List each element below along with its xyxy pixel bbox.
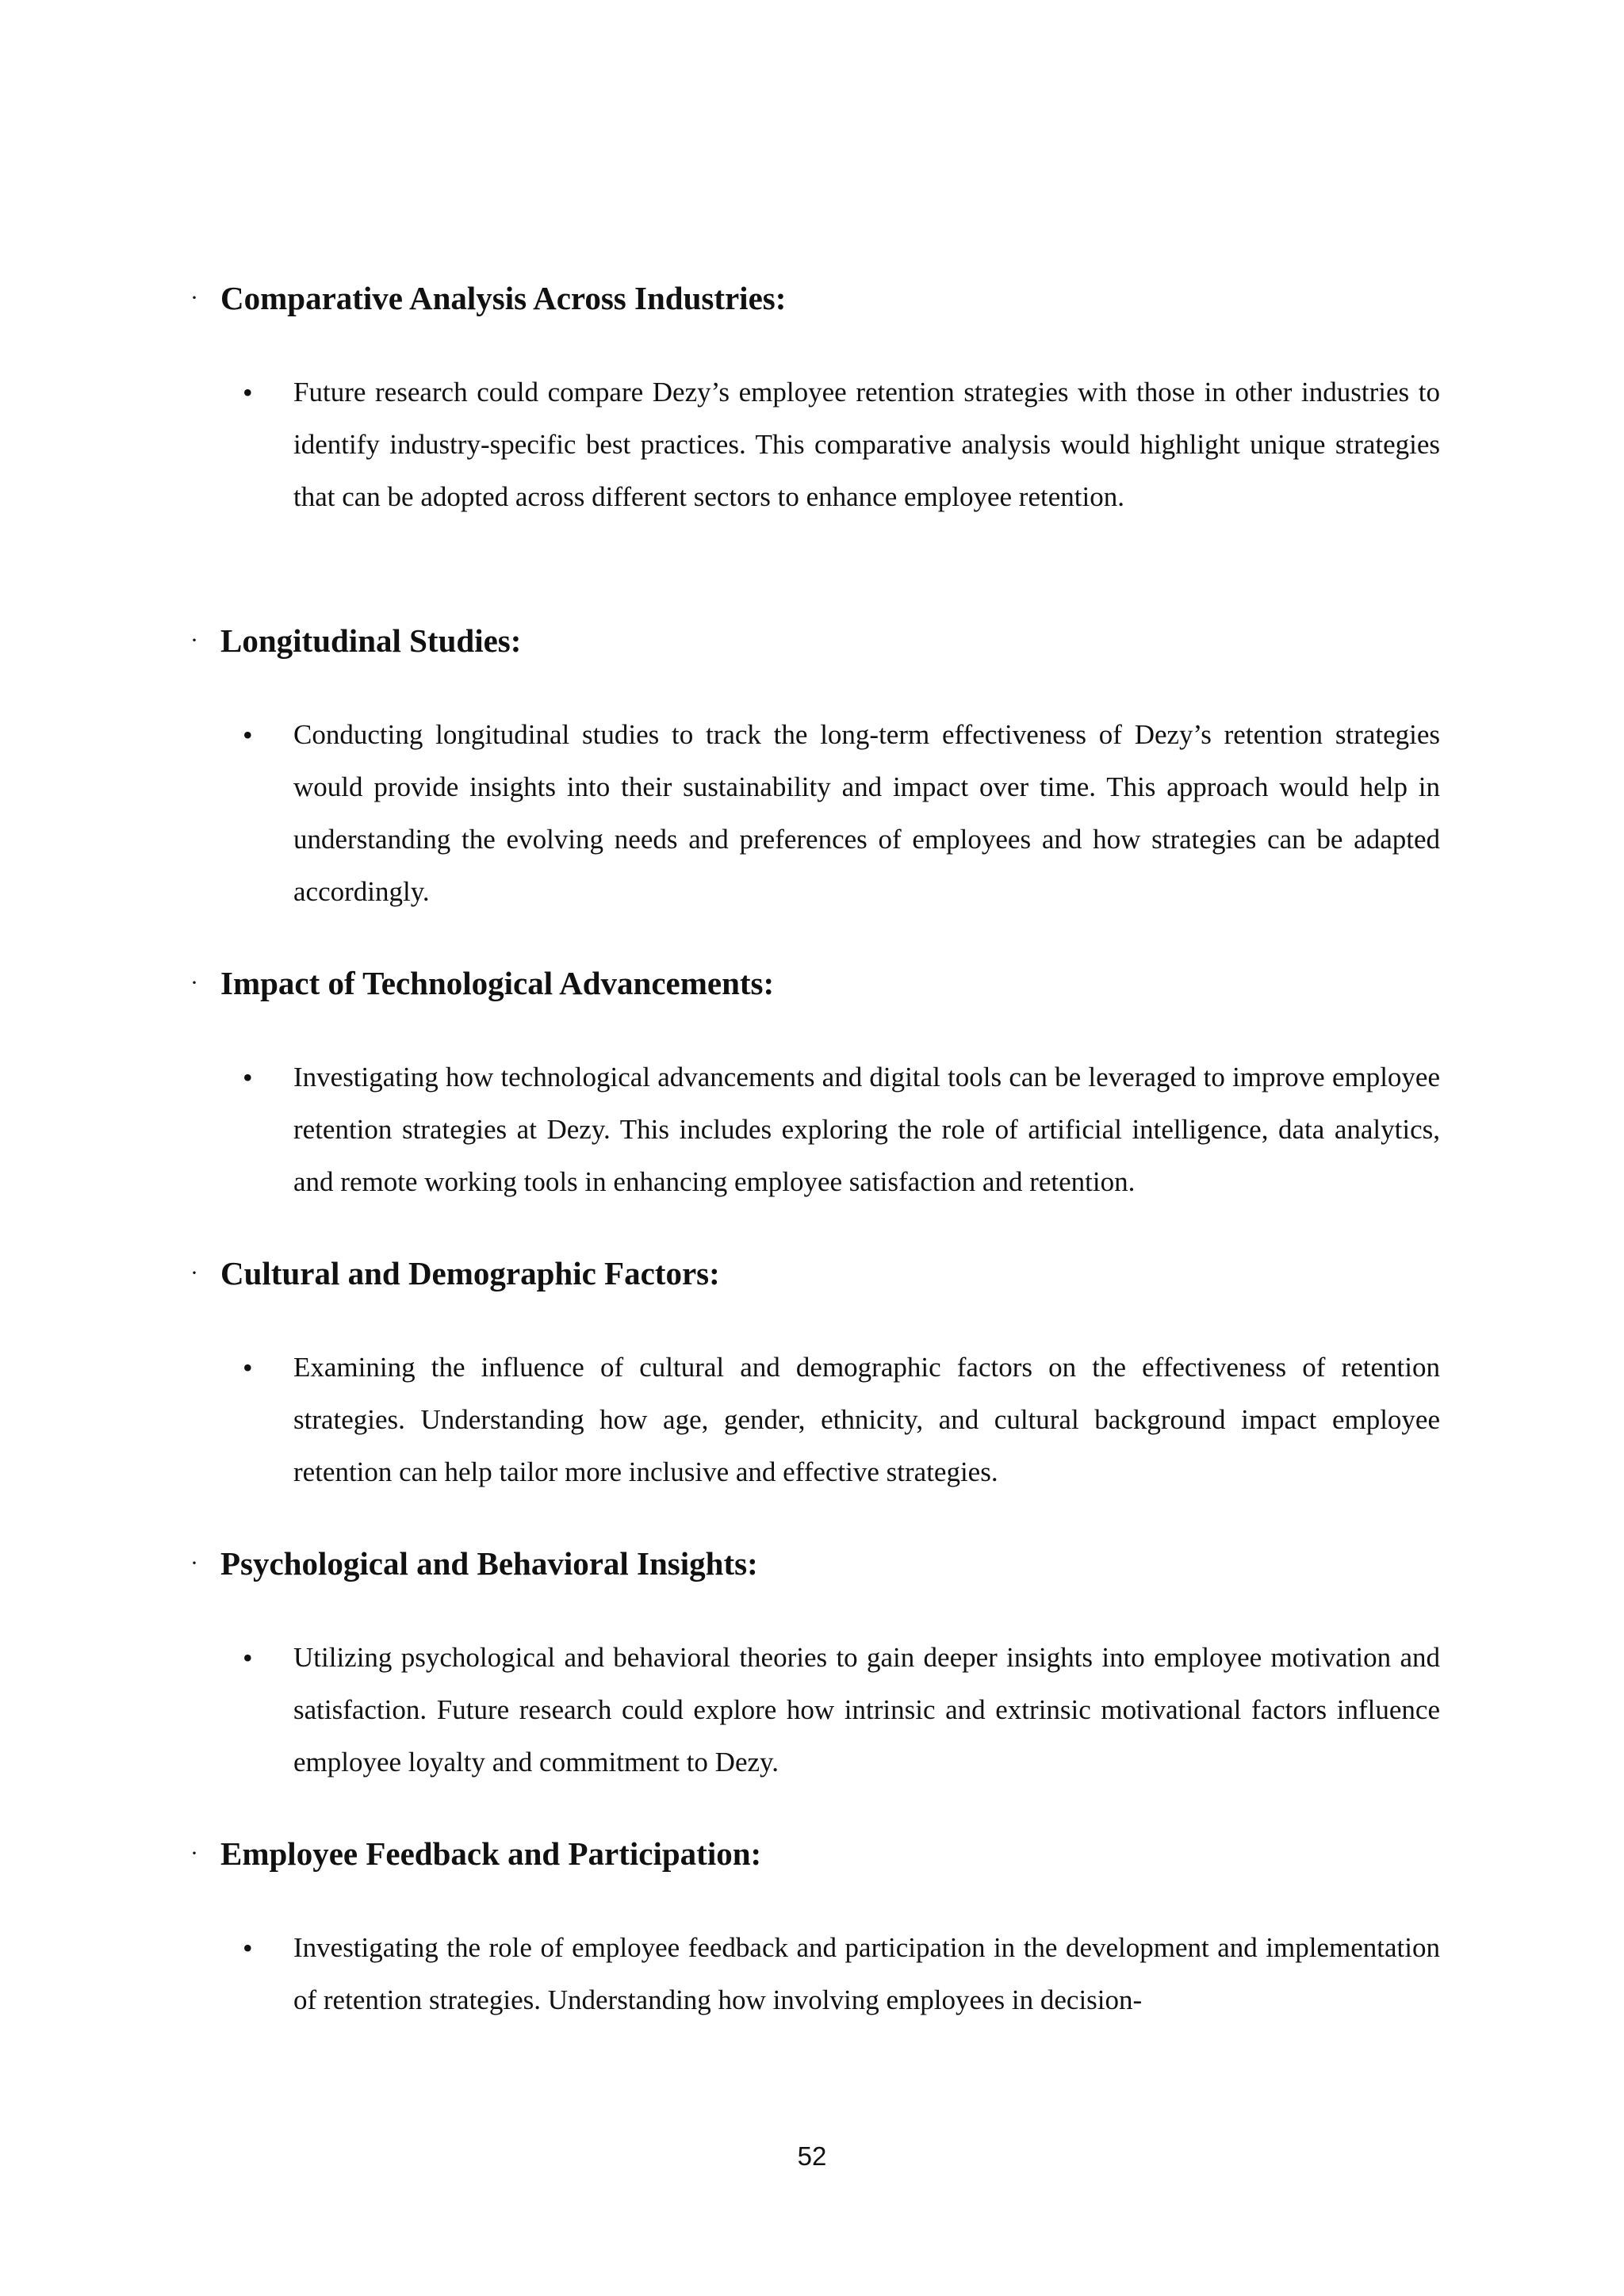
heading-marker: ·: [190, 970, 198, 996]
heading-marker: ·: [190, 1550, 198, 1576]
heading-text: Impact of Technological Advancements:: [220, 965, 775, 1001]
heading-text: Psychological and Behavioral Insights:: [220, 1545, 758, 1582]
bullet-marker: •: [243, 1642, 253, 1674]
section-heading: [190, 1540, 758, 1587]
section-heading: [190, 1249, 720, 1297]
section-heading: [190, 274, 786, 322]
heading-text: Longitudinal Studies:: [220, 622, 522, 659]
bullet-paragraph: Investigating how technological advancements and digital tools can be leveraged to improve employee retention strategies at Dezy. This includes exploring the role of artificial intelligence, data analytics, and remote working tools in enhancing employee satisfaction and retention.: [293, 1062, 1440, 1197]
heading-marker: ·: [190, 627, 198, 653]
heading-marker: ·: [190, 285, 198, 311]
heading-text: Employee Feedback and Participation:: [220, 1835, 762, 1872]
bullet-paragraph: Utilizing psychological and behavioral theories to gain deeper insights into employee motivation and satisfaction. Future research could explore how intrinsic and extrinsic motivational factors influence employee loyalty and commitment to Dezy.: [293, 1642, 1440, 1777]
section-heading: [190, 617, 521, 664]
bullet-marker: •: [243, 377, 253, 408]
bullet-marker: •: [243, 719, 253, 751]
heading-marker: ·: [190, 1840, 198, 1866]
heading-marker: ·: [190, 1260, 198, 1286]
bullet-marker: •: [243, 1932, 253, 1964]
heading-text: Comparative Analysis Across Industries:: [220, 280, 787, 316]
bullet-paragraph: Conducting longitudinal studies to track the long-term effectiveness of Dezy’s retention strategies would provide insights into their sustainability and impact over time. This approach would help in understanding the evolving needs and preferences of employees and how strategies can be adapted accordingly.: [293, 719, 1440, 907]
page-number: 52: [797, 2141, 827, 2171]
bullet-paragraph: Examining the influence of cultural and demographic factors on the effectiveness of retention strategies. Understanding how age, gender, ethnicity, and cultural background impact employee retention can help tailor more inclusive and effective strategies.: [293, 1352, 1440, 1487]
heading-text: Cultural and Demographic Factors:: [220, 1255, 720, 1292]
bullet-marker: •: [243, 1062, 253, 1093]
bullet-paragraph: Investigating the role of employee feedback and participation in the development and implementation of retention strategies. Understanding how involving employees in decision-: [293, 1932, 1440, 2015]
bullet-paragraph: Future research could compare Dezy’s employee retention strategies with those in other industries to identify industry-specific best practices. This comparative analysis would highlight unique strategies that can be adopted across different sectors to enhance employee retention.: [293, 377, 1440, 512]
section-heading: [190, 959, 774, 1007]
bullet-marker: •: [243, 1352, 253, 1383]
section-heading: [190, 1830, 761, 1877]
